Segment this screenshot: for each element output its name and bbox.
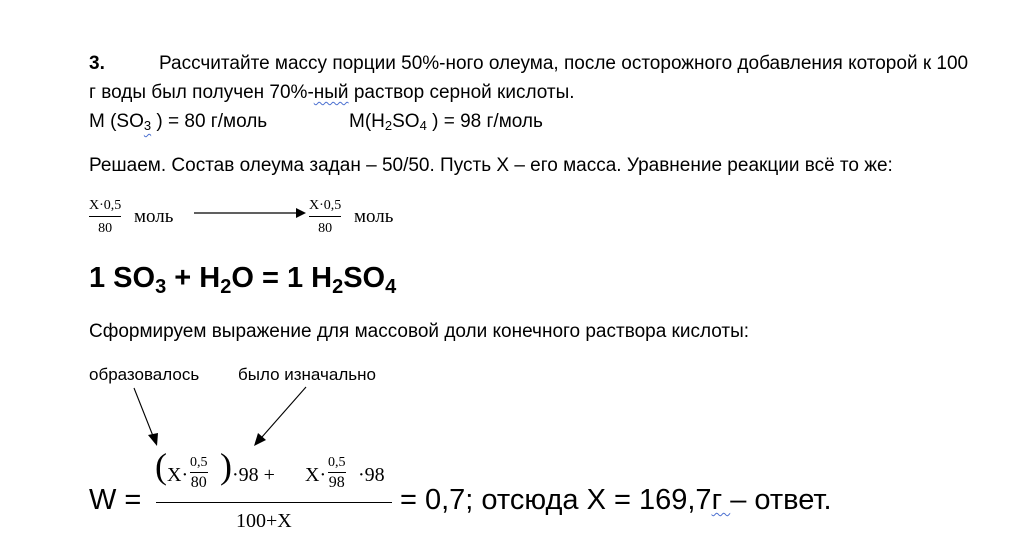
numerator-mult-98-b: ·98 bbox=[358, 464, 385, 486]
solution-intro: Решаем. Состав олеума задан – 50/50. Пусть X – его масса. Уравнение реакции всё то же: bbox=[89, 155, 893, 176]
problem-line-2: г воды был получен 70%-ный раствор серной кислоты. bbox=[89, 82, 575, 103]
main-fraction-bar bbox=[156, 502, 392, 503]
molar-mass-so3: M (SO3 ) = 80 г/моль bbox=[89, 111, 268, 133]
mol-label-1: моль bbox=[134, 206, 174, 227]
denominator: 100+X bbox=[236, 510, 292, 532]
numerator-x1: X· bbox=[167, 464, 189, 486]
expression-intro: Сформируем выражение для массовой доли конечного раствора кислоты: bbox=[89, 321, 750, 342]
mol-label-2: моль bbox=[354, 206, 394, 227]
paren-close: ) bbox=[220, 446, 232, 486]
numerator-mult-98-a: ·98 + bbox=[232, 464, 275, 486]
inner-fraction-1: 0,5 80 bbox=[190, 455, 208, 491]
label-initial: было изначально bbox=[238, 365, 376, 384]
spellcheck-unit: г bbox=[711, 484, 731, 516]
inner-fraction-2: 0,5 98 bbox=[328, 455, 346, 491]
formula-result: = 0,7; отсюда X = 169,7г – ответ. bbox=[400, 484, 832, 516]
molar-mass-h2so4: M(H2SO4 ) = 98 г/моль bbox=[349, 111, 543, 133]
problem-text-1: Рассчитайте массу порции 50%-ного олеума, после осторожного добавления которой к 100 bbox=[159, 53, 969, 74]
spellcheck-word: ный bbox=[313, 82, 349, 103]
moles-so3-fraction: X·0,5 80 bbox=[89, 198, 122, 236]
formula-w: W = bbox=[89, 484, 142, 516]
paren-open: ( bbox=[155, 446, 167, 486]
arrow-formed-head bbox=[148, 433, 158, 446]
arrow-formed bbox=[134, 388, 153, 436]
label-formed: образовалось bbox=[89, 365, 200, 384]
problem-number: 3. bbox=[89, 53, 105, 74]
numerator-x2: X· bbox=[305, 464, 327, 486]
reaction-equation: 1 $SO_3 + H_2O = 1$ $H_2SO_4$ bbox=[89, 262, 397, 298]
moles-h2so4-fraction: X·0,5 80 bbox=[309, 198, 342, 236]
arrow-initial bbox=[262, 387, 306, 437]
